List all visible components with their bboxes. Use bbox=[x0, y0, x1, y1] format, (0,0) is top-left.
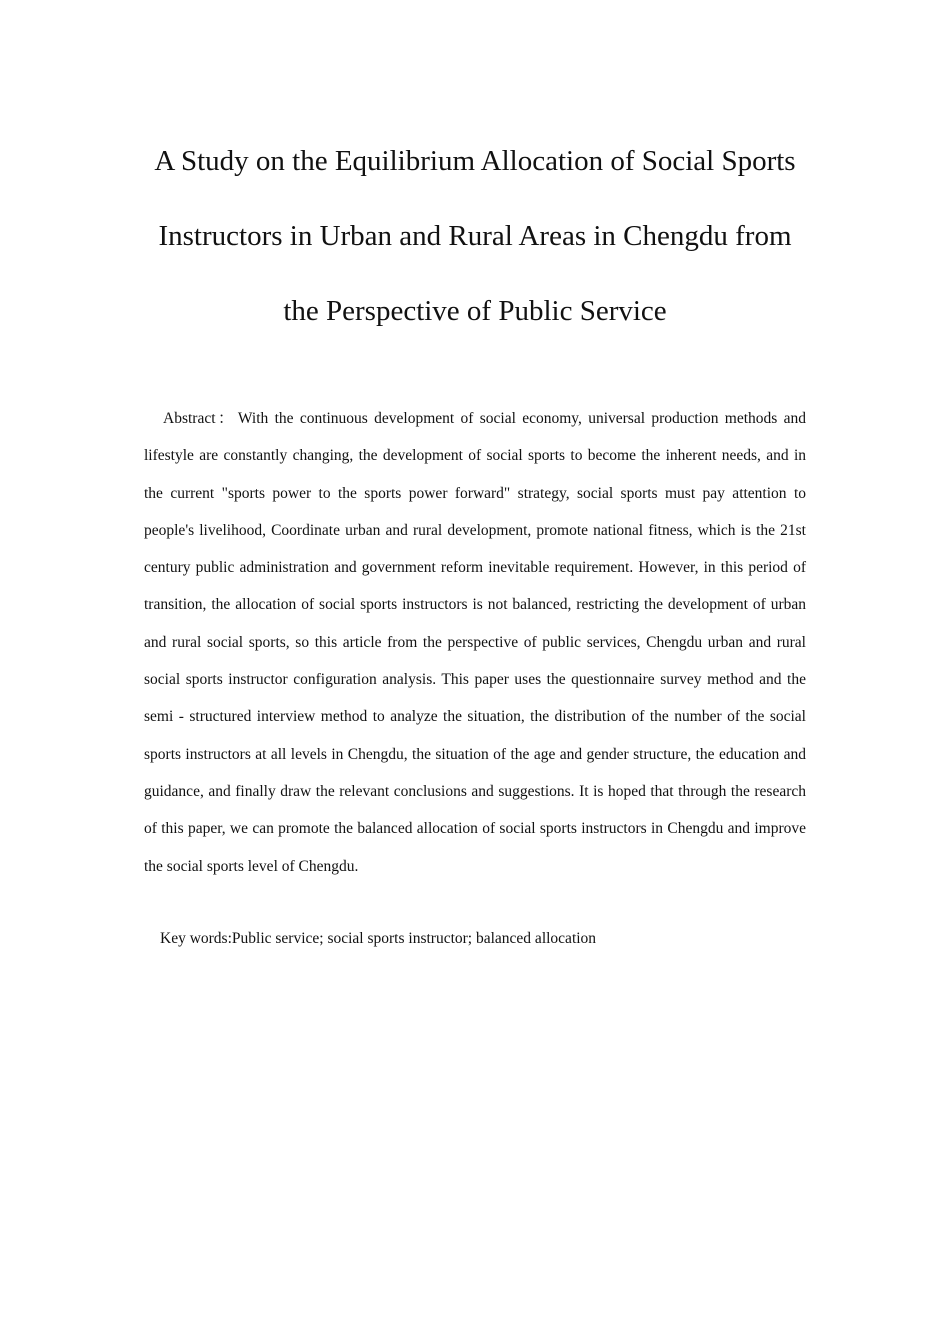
abstract-label: Abstract： bbox=[163, 410, 236, 427]
title-line-2: Instructors in Urban and Rural Areas in Chengdu from bbox=[158, 220, 792, 252]
title-line-1: A Study on the Equilibrium Allocation of Social Sports bbox=[154, 145, 796, 177]
keywords-label: Key words: bbox=[160, 930, 232, 947]
paper-title bbox=[100, 124, 850, 349]
abstract-paragraph bbox=[144, 400, 806, 885]
keywords-line bbox=[144, 922, 806, 956]
abstract-text: With the continuous development of social economy, universal production methods and lifestyle are constantly changing, the development of social sports to become the inherent needs, and in the current "sports power to the sports power forward" strategy, social sports must pay attention to people's livelihood, Coordinate urban and rural development, promote national fitness, which is the 21st century public administration and government reform inevitable requirement. However, in this period of transition, the allocation of social sports instructors is not balanced, restricting the development of urban and rural social sports, so this article from the perspective of public services, Chengdu urban and rural social sports instructor configuration analysis. This paper uses the questionnaire survey method and the semi - structured interview method to analyze the situation, the distribution of the number of the social sports instructors at all levels in Chengdu, the situation of the age and gender structure, the education and guidance, and finally draw the relevant conclusions and suggestions. It is hoped that through the research of this paper, we can promote the balanced allocation of social sports instructors in Chengdu and improve the social sports level of Chengdu. bbox=[144, 410, 807, 875]
title-line-3: the Perspective of Public Service bbox=[283, 295, 667, 327]
keywords-text: Public service; social sports instructor; balanced allocation bbox=[231, 930, 597, 947]
